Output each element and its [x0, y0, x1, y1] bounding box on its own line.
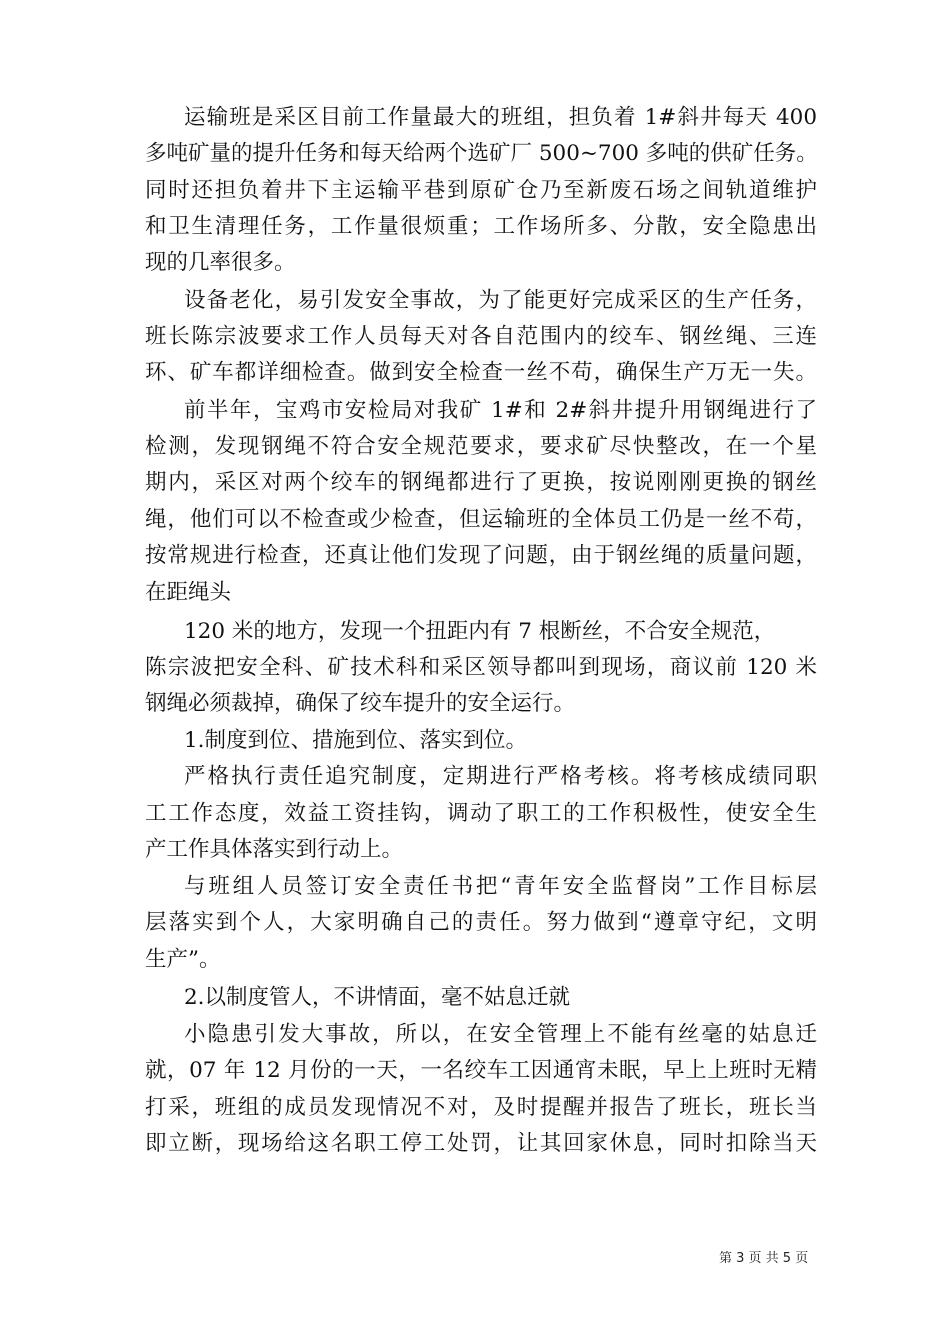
text-line: 环、矿车都详细检查。做到安全检查一丝不苟，确保生产万无一失。	[145, 360, 817, 385]
text-line: 层落实到个人，大家明确自己的责任。努力做到“遵章守纪，文明	[145, 910, 817, 935]
text-line: 在距绳头	[145, 580, 232, 605]
text-line: 生产”。	[145, 947, 221, 972]
text-line: 多吨矿量的提升任务和每天给两个选矿厂 500~700 多吨的供矿任务。	[145, 141, 818, 166]
text-line: 设备老化，易引发安全事故，为了能更好完成采区的生产任务，	[184, 288, 817, 313]
text-line: 期内，采区对两个绞车的钢绳都进行了更换，按说刚刚更换的钢丝	[145, 470, 817, 495]
text-line: 严格执行责任追究制度，定期进行严格考核。将考核成绩同职	[184, 764, 817, 789]
text-line: 就，07 年 12 月份的一天，一名绞车工因通宵未眠，早上上班时无精	[145, 1058, 817, 1083]
text-line: 检测，发现钢绳不符合安全规范要求，要求矿尽快整改，在一个星	[145, 434, 817, 459]
text-line: 陈宗波把安全科、矿技术科和采区领导都叫到现场，商议前 120 米	[145, 655, 817, 680]
text-line: 按常规进行检查，还真让他们发现了问题，由于钢丝绳的质量问题，	[145, 543, 817, 568]
text-line: 打采，班组的成员发现情况不对，及时提醒并报告了班长，班长当	[145, 1095, 817, 1120]
text-line: 运输班是采区目前工作量最大的班组，担负着 1#斜井每天 400	[184, 105, 817, 130]
page-number-footer: 第 3 页 共 5 页	[719, 1251, 809, 1266]
section-heading: 1.制度到位、措施到位、落实到位。	[184, 728, 528, 753]
text-line: 即立断，现场给这名职工停工处罚，让其回家休息，同时扣除当天	[145, 1131, 817, 1156]
text-line: 与班组人员签订安全责任书把“青年安全监督岗”工作目标层	[184, 874, 817, 899]
text-line: 同时还担负着井下主运输平巷到原矿仓乃至新废石场之间轨道维护	[145, 178, 817, 203]
text-line: 产工作具体落实到行动上。	[145, 837, 404, 862]
text-line: 现的几率很多。	[145, 250, 296, 275]
text-line: 班长陈宗波要求工作人员每天对各自范围内的绞车、钢丝绳、三连	[145, 324, 817, 349]
text-line: 前半年，宝鸡市安检局对我矿 1#和 2#斜井提升用钢绳进行了	[184, 398, 817, 423]
text-line: 工工作态度，效益工资挂钩，调动了职工的工作积极性，使安全生	[145, 801, 817, 826]
section-heading: 2.以制度管人，不讲情面，毫不姑息迁就	[184, 985, 571, 1010]
text-line: 120 米的地方，发现一个扭距内有 7 根断丝，不合安全规范，	[184, 619, 776, 644]
text-line: 和卫生清理任务，工作量很烦重；工作场所多、分散，安全隐患出	[145, 214, 817, 239]
text-line: 小隐患引发大事故，所以，在安全管理上不能有丝毫的姑息迁	[184, 1022, 817, 1047]
text-line: 绳，他们可以不检查或少检查，但运输班的全体员工仍是一丝不苟，	[145, 507, 817, 532]
text-line: 钢绳必须裁掉，确保了绞车提升的安全运行。	[145, 691, 576, 716]
